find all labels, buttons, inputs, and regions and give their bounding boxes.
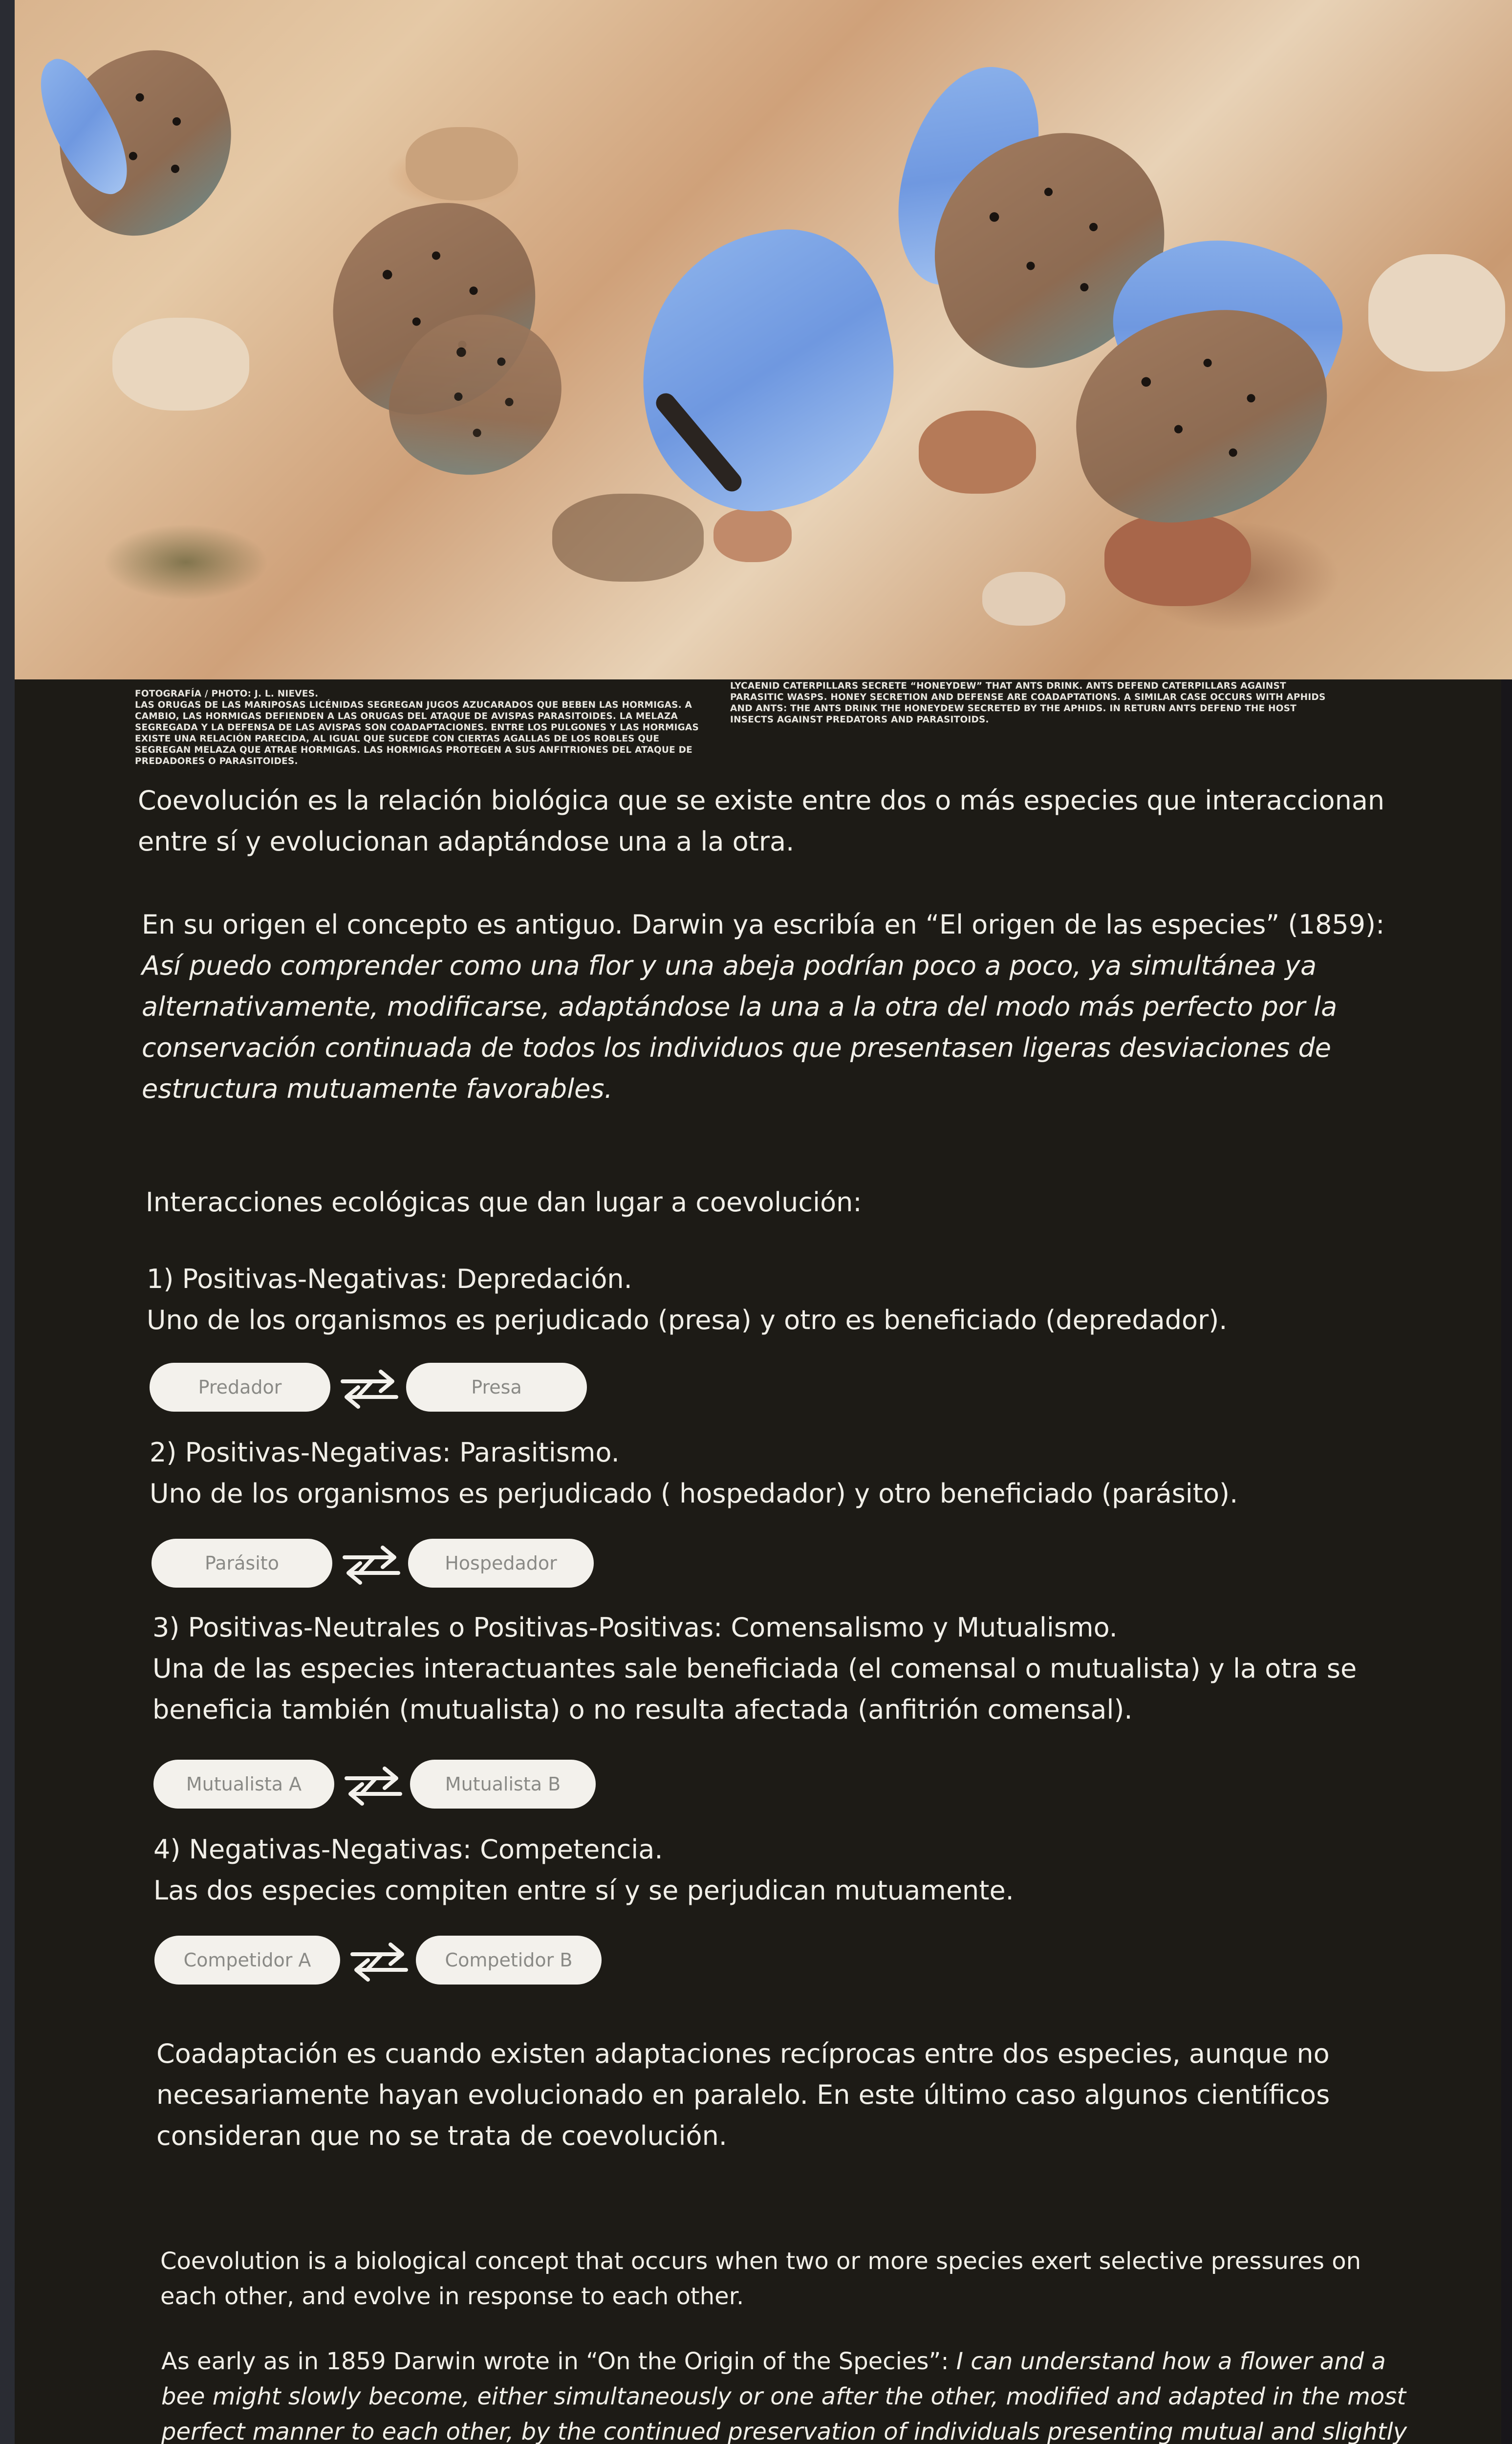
es-type-3 <box>152 1607 1404 1730</box>
es-type-1 <box>147 1259 1398 1341</box>
pill-competidor-a: Competidor A <box>154 1936 340 1985</box>
es-type-1-desc: Uno de los organismos es perjudicado (presa) y otro es beneficiado (depredador). <box>147 1305 1228 1335</box>
es-type-3-title: 3) Positivas-Neutrales o Positivas-Positivas: Comensalismo y Mutualismo. <box>152 1612 1118 1643</box>
en-origin-quote: I can understand how a flower and a bee might slowly become, either simultaneously or one after the other, modified and adapted in the most perfect manner to each other, by the continued preservation of individuals presenting mutual and slightly <box>161 2348 1407 2444</box>
butterflies-photo <box>15 0 1512 679</box>
pill-presa: Presa <box>406 1363 587 1412</box>
photo-caption-es: LAS ORUGAS DE LAS MARIPOSAS LICÉNIDAS SEGREGAN JUGOS AZUCARADOS QUE BEBEN LAS HORMIGAS. A CAMBIO, LAS HORMIGAS DEFIENDEN A LAS ORUGAS DEL ATAQUE DE AVISPAS PARASITOIDES. LA MELAZA SEGREGADA Y LA DEFENSA DE LAS AVISPAS SON COADAPTACIONES. ENTRE LOS PULGONES Y LAS HORMIGAS EXISTE UNA RELACIÓN PARECIDA, AL IGUAL QUE SUCEDE CON CIERTAS AGALLAS DE LOS ROBLES QUE SEGREGAN MELAZA QUE ATRAE HORMIGAS. LAS HORMIGAS PROTEGEN A SUS ANFITRIONES DEL ATAQUE DE PREDADORES O PARASITOIDES. <box>135 700 699 766</box>
pill-parasito: Parásito <box>151 1539 332 1588</box>
panel-left-edge <box>0 0 15 2444</box>
es-type-4-title: 4) Negativas-Negativas: Competencia. <box>153 1834 663 1865</box>
en-origin <box>161 2344 1412 2444</box>
es-coadaptation: Coadaptación es cuando existen adaptaciones recíprocas entre dos especies, aunque no necesariamente hayan evolucionado en paralelo. En este último caso algunos científicos consideran que no se trata de coevolución. <box>156 2038 1330 2151</box>
es-type-2-desc: Uno de los organismos es perjudicado ( hospedador) y otro beneficiado (parásito). <box>150 1478 1238 1509</box>
es-origin-quote: Así puedo comprender como una flor y una abeja podrían poco a poco, ya simultánea ya alternativamente, modificarse, adaptándose la una a la otra del modo más perfecto por la conservación continuada de todos los individuos que presentasen ligeras desviaciones de estructura mutuamente favorables. <box>142 950 1338 1104</box>
es-type-1-diagram <box>150 1363 589 1415</box>
pill-predador: Predador <box>150 1363 330 1412</box>
pill-mutualista-b: Mutualista B <box>410 1760 596 1809</box>
bidirectional-arrows-icon <box>342 1762 405 1811</box>
bidirectional-arrows-icon <box>338 1365 401 1414</box>
es-interactions-title: Interacciones ecológicas que dan lugar a coevolución: <box>146 1187 862 1218</box>
pill-competidor-b: Competidor B <box>416 1936 602 1985</box>
photo-credit: FOTOGRAFÍA / PHOTO: J. L. NIEVES. <box>135 689 319 699</box>
photo-caption-en: LYCAENID CATERPILLARS SECRETE “HONEYDEW” THAT ANTS DRINK. ANTS DEFEND CATERPILLARS AGAINST PARASITIC WASPS. HONEY SECRETION AND DEFENSE ARE COADAPTATIONS. A SIMILAR CASE OCCURS WITH APHIDS AND ANTS: THE ANTS DRINK THE HONEYDEW SECRETED BY THE APHIDS. IN RETURN ANTS DEFEND THE HOST INSECTS AGAINST PREDATORS AND PARASITOIDS. <box>730 681 1326 725</box>
en-intro: Coevolution is a biological concept that occurs when two or more species exert selective pressures on each other, and evolve in response to each other. <box>160 2248 1361 2310</box>
es-type-4 <box>153 1829 1404 1911</box>
es-origin-lead: En su origen el concepto es antiguo. Darwin ya escribía en “El origen de las especies” (1859): <box>142 909 1385 940</box>
es-type-2 <box>150 1432 1401 1514</box>
es-type-3-desc: Una de las especies interactuantes sale beneficiada (el comensal o mutualista) y la otra se beneficia también (mutualista) o no resulta afectada (anfitrión comensal). <box>152 1653 1357 1725</box>
es-type-1-title: 1) Positivas-Negativas: Depredación. <box>147 1264 632 1294</box>
es-type-2-diagram <box>151 1539 596 1591</box>
es-origin <box>142 904 1388 1110</box>
en-origin-lead: As early as in 1859 Darwin wrote in “On the Origin of the Species”: <box>161 2348 949 2375</box>
bidirectional-arrows-icon <box>347 1938 411 1986</box>
es-type-2-title: 2) Positivas-Negativas: Parasitismo. <box>150 1437 620 1468</box>
pill-mutualista-a: Mutualista A <box>153 1760 334 1809</box>
es-type-3-diagram <box>153 1760 603 1811</box>
es-type-4-diagram <box>154 1936 609 1987</box>
es-type-4-desc: Las dos especies compiten entre sí y se perjudican mutuamente. <box>153 1875 1014 1906</box>
es-intro: Coevolución es la relación biológica que se existe entre dos o más especies que interaccionan entre sí y evolucionan adaptándose una a la otra. <box>138 785 1385 857</box>
pill-hospedador: Hospedador <box>408 1539 594 1588</box>
bidirectional-arrows-icon <box>340 1541 403 1590</box>
